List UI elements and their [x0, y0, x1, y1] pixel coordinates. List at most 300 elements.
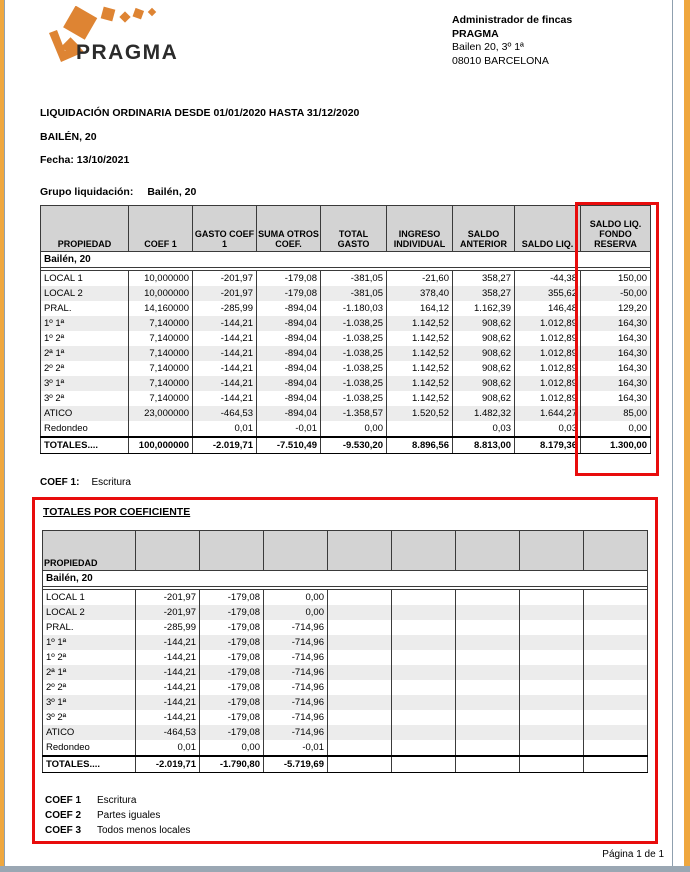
value-cell: [456, 710, 520, 725]
value-cell: -179,08: [200, 665, 264, 680]
value-cell: -144,21: [136, 650, 200, 665]
value-cell: -2.019,71: [193, 437, 257, 454]
value-cell: [328, 650, 392, 665]
value-cell: 85,00: [581, 406, 651, 421]
company-line: Administrador de fincas: [452, 14, 573, 26]
col-header-saldo-anterior: SALDO ANTERIOR: [453, 206, 515, 252]
table-row: [43, 740, 648, 756]
liquidation-group-value: Bailén, 20: [147, 186, 197, 198]
value-cell: 0,00: [264, 605, 328, 620]
row-label-cell: LOCAL 1: [43, 590, 136, 606]
value-cell: [392, 756, 456, 773]
value-cell: 1.300,00: [581, 437, 651, 454]
group-header-label: Bailén, 20: [43, 571, 648, 587]
value-cell: 7,140000: [129, 346, 193, 361]
value-cell: [584, 680, 648, 695]
col-header-empty: [264, 531, 328, 571]
value-cell: -1.790,80: [200, 756, 264, 773]
value-cell: 1.142,52: [387, 391, 453, 406]
logo-diamond-small-1: [101, 7, 116, 22]
row-label-cell: 2º 2ª: [41, 361, 129, 376]
coefficient-table-totals: [43, 756, 648, 773]
value-cell: 1.520,52: [387, 406, 453, 421]
table-row: [41, 376, 651, 391]
row-label-cell: 2ª 1ª: [41, 346, 129, 361]
section-title: TOTALES POR COEFICIENTE: [43, 506, 191, 518]
value-cell: 1.644,27: [515, 406, 581, 421]
table-row: [43, 590, 648, 606]
value-cell: [328, 756, 392, 773]
value-cell: 1.012,89: [515, 391, 581, 406]
value-cell: -714,96: [264, 710, 328, 725]
value-cell: -179,08: [257, 271, 321, 287]
value-cell: 1.142,52: [387, 331, 453, 346]
value-cell: -894,04: [257, 301, 321, 316]
value-cell: -714,96: [264, 650, 328, 665]
row-label-cell: LOCAL 1: [41, 271, 129, 287]
page-edge-right-stripe: [684, 0, 690, 866]
value-cell: 164,30: [581, 316, 651, 331]
value-cell: 908,62: [453, 376, 515, 391]
liquidation-table-totals: [41, 437, 651, 454]
legend-label: COEF 2: [45, 810, 82, 821]
value-cell: 908,62: [453, 391, 515, 406]
coefficient-totals-table: [42, 530, 648, 773]
liquidation-group-label: Grupo liquidación:: [40, 186, 134, 198]
value-cell: -381,05: [321, 271, 387, 287]
value-cell: [328, 695, 392, 710]
value-cell: 150,00: [581, 271, 651, 287]
row-label-cell: LOCAL 2: [43, 605, 136, 620]
value-cell: -1.038,25: [321, 391, 387, 406]
value-cell: 8.179,36: [515, 437, 581, 454]
value-cell: [584, 620, 648, 635]
value-cell: -464,53: [193, 406, 257, 421]
value-cell: -179,08: [200, 725, 264, 740]
value-cell: [392, 605, 456, 620]
value-cell: 164,30: [581, 391, 651, 406]
table-row: [43, 680, 648, 695]
value-cell: [392, 725, 456, 740]
building-title: BAILÉN, 20: [40, 131, 97, 143]
value-cell: -144,21: [193, 346, 257, 361]
value-cell: -144,21: [193, 316, 257, 331]
value-cell: [456, 635, 520, 650]
legend-row: [45, 793, 190, 808]
value-cell: -179,08: [257, 286, 321, 301]
value-cell: -201,97: [136, 605, 200, 620]
value-cell: [392, 620, 456, 635]
col-header-total-gasto: TOTAL GASTO: [321, 206, 387, 252]
value-cell: [392, 635, 456, 650]
row-label-cell: Redondeo: [43, 740, 136, 756]
value-cell: -894,04: [257, 346, 321, 361]
value-cell: 1.012,89: [515, 316, 581, 331]
col-header-empty: [392, 531, 456, 571]
value-cell: [328, 590, 392, 606]
col-header-empty: [520, 531, 584, 571]
value-cell: 1.142,52: [387, 361, 453, 376]
value-cell: [387, 421, 453, 437]
value-cell: -21,60: [387, 271, 453, 287]
value-cell: -1.038,25: [321, 376, 387, 391]
value-cell: [520, 725, 584, 740]
row-label-cell: ATICO: [41, 406, 129, 421]
logo-wordmark: PRAGMA: [76, 41, 179, 64]
liquidation-group-line: [40, 186, 196, 198]
group-header-row: [41, 252, 651, 268]
value-cell: [584, 740, 648, 756]
table-row: [41, 437, 651, 454]
legend-label: COEF 3: [45, 825, 82, 836]
value-cell: -179,08: [200, 635, 264, 650]
value-cell: [520, 605, 584, 620]
value-cell: -0,01: [257, 421, 321, 437]
coefficient-table-body: [43, 590, 648, 757]
table-row: [43, 725, 648, 740]
col-header-empty: [584, 531, 648, 571]
value-cell: -179,08: [200, 680, 264, 695]
value-cell: 7,140000: [129, 376, 193, 391]
value-cell: -285,99: [136, 620, 200, 635]
row-label-cell: PRAL.: [41, 301, 129, 316]
table-row: [43, 650, 648, 665]
row-label-cell: TOTALES....: [41, 437, 129, 454]
liquidation-table: [40, 205, 651, 454]
value-cell: 164,12: [387, 301, 453, 316]
row-label-cell: 3º 2ª: [43, 710, 136, 725]
value-cell: 0,03: [515, 421, 581, 437]
value-cell: [456, 620, 520, 635]
col-header-gasto-coef1: GASTO COEF 1: [193, 206, 257, 252]
value-cell: -714,96: [264, 665, 328, 680]
value-cell: [456, 756, 520, 773]
legend-label: COEF 1: [45, 795, 82, 806]
table-row: [43, 695, 648, 710]
table-row: [43, 605, 648, 620]
value-cell: [456, 725, 520, 740]
value-cell: 7,140000: [129, 331, 193, 346]
value-cell: -714,96: [264, 620, 328, 635]
value-cell: 164,30: [581, 331, 651, 346]
value-cell: -179,08: [200, 710, 264, 725]
row-label-cell: 1º 2ª: [43, 650, 136, 665]
value-cell: [456, 590, 520, 606]
value-cell: 1.142,52: [387, 346, 453, 361]
value-cell: 908,62: [453, 331, 515, 346]
value-cell: 1.482,32: [453, 406, 515, 421]
value-cell: 0,00: [581, 421, 651, 437]
value-cell: [456, 605, 520, 620]
value-cell: 378,40: [387, 286, 453, 301]
value-cell: 164,30: [581, 346, 651, 361]
logo-diamond-small-2: [119, 11, 130, 22]
value-cell: [520, 590, 584, 606]
value-cell: 1.012,89: [515, 346, 581, 361]
value-cell: [392, 680, 456, 695]
value-cell: 1.012,89: [515, 331, 581, 346]
col-header-suma-otros: SUMA OTROS COEF.: [257, 206, 321, 252]
value-cell: -9.530,20: [321, 437, 387, 454]
value-cell: 164,30: [581, 376, 651, 391]
value-cell: [584, 710, 648, 725]
value-cell: -144,21: [193, 376, 257, 391]
value-cell: 164,30: [581, 361, 651, 376]
row-label-cell: 2ª 1ª: [43, 665, 136, 680]
coefficient-table-header-row: [43, 531, 648, 571]
value-cell: 908,62: [453, 346, 515, 361]
value-cell: -714,96: [264, 695, 328, 710]
col-header-empty: [456, 531, 520, 571]
col-header-coef1: COEF 1: [129, 206, 193, 252]
value-cell: 146,48: [515, 301, 581, 316]
value-cell: -201,97: [193, 286, 257, 301]
value-cell: 0,01: [193, 421, 257, 437]
value-cell: 10,000000: [129, 271, 193, 287]
value-cell: [328, 665, 392, 680]
table-row: [41, 361, 651, 376]
value-cell: -144,21: [136, 665, 200, 680]
value-cell: [328, 635, 392, 650]
coefficient-legend: [45, 793, 190, 838]
value-cell: [392, 665, 456, 680]
report-date: Fecha: 13/10/2021: [40, 154, 130, 166]
table-row: [43, 635, 648, 650]
value-cell: [584, 725, 648, 740]
value-cell: [328, 620, 392, 635]
value-cell: [520, 620, 584, 635]
value-cell: [392, 695, 456, 710]
value-cell: [520, 680, 584, 695]
value-cell: -0,01: [264, 740, 328, 756]
value-cell: 908,62: [453, 361, 515, 376]
value-cell: -50,00: [581, 286, 651, 301]
value-cell: -144,21: [136, 710, 200, 725]
company-line: PRAGMA: [452, 27, 499, 40]
table-row: [41, 316, 651, 331]
value-cell: -179,08: [200, 590, 264, 606]
row-label-cell: TOTALES....: [43, 756, 136, 773]
value-cell: -144,21: [193, 331, 257, 346]
value-cell: [456, 740, 520, 756]
value-cell: -1.180,03: [321, 301, 387, 316]
value-cell: [328, 740, 392, 756]
value-cell: [392, 710, 456, 725]
page-edge-right-line: [672, 0, 673, 866]
value-cell: -179,08: [200, 620, 264, 635]
value-cell: -179,08: [200, 605, 264, 620]
value-cell: [520, 710, 584, 725]
value-cell: [392, 740, 456, 756]
col-header-saldo-liq: SALDO LIQ.: [515, 206, 581, 252]
value-cell: [584, 695, 648, 710]
value-cell: [520, 695, 584, 710]
logo-diamond-large: [63, 6, 97, 40]
value-cell: 7,140000: [129, 361, 193, 376]
col-header-fondo-reserva: SALDO LIQ. FONDO RESERVA: [581, 206, 651, 252]
value-cell: -1.038,25: [321, 361, 387, 376]
value-cell: [456, 665, 520, 680]
row-label-cell: Redondeo: [41, 421, 129, 437]
value-cell: -144,21: [193, 391, 257, 406]
value-cell: -714,96: [264, 635, 328, 650]
value-cell: [328, 680, 392, 695]
value-cell: -5.719,69: [264, 756, 328, 773]
value-cell: 0,00: [264, 590, 328, 606]
row-label-cell: 1º 1ª: [43, 635, 136, 650]
col-header-ingreso: INGRESO INDIVIDUAL: [387, 206, 453, 252]
row-label-cell: 1º 1ª: [41, 316, 129, 331]
value-cell: -2.019,71: [136, 756, 200, 773]
value-cell: -894,04: [257, 331, 321, 346]
col-header-empty: [328, 531, 392, 571]
table-row: [43, 710, 648, 725]
value-cell: 358,27: [453, 271, 515, 287]
table-row: [41, 346, 651, 361]
value-cell: -144,21: [136, 680, 200, 695]
value-cell: -381,05: [321, 286, 387, 301]
col-header-empty: [136, 531, 200, 571]
value-cell: [456, 650, 520, 665]
value-cell: -714,96: [264, 680, 328, 695]
report-title: LIQUIDACIÓN ORDINARIA DESDE 01/01/2020 HASTA 31/12/2020: [40, 107, 360, 119]
coef1-note-value: Escritura: [91, 477, 131, 488]
value-cell: -1.038,25: [321, 331, 387, 346]
value-cell: [520, 650, 584, 665]
value-cell: 1.012,89: [515, 376, 581, 391]
company-line: Bailen 20, 3º 1ª: [452, 41, 524, 53]
value-cell: -144,21: [136, 635, 200, 650]
totals-per-coefficient-box: [32, 497, 658, 844]
value-cell: -7.510,49: [257, 437, 321, 454]
value-cell: -1.358,57: [321, 406, 387, 421]
legend-desc: Partes iguales: [97, 810, 161, 821]
value-cell: -144,21: [136, 695, 200, 710]
value-cell: [520, 756, 584, 773]
value-cell: [584, 635, 648, 650]
value-cell: -1.038,25: [321, 346, 387, 361]
row-label-cell: 3º 1ª: [41, 376, 129, 391]
table-row: [41, 301, 651, 316]
table-row: [41, 271, 651, 287]
col-header-propiedad: PROPIEDAD: [41, 206, 129, 252]
value-cell: 10,000000: [129, 286, 193, 301]
company-line: 08010 BARCELONA: [452, 54, 549, 67]
logo-diamond-small-4: [148, 8, 156, 16]
value-cell: -201,97: [136, 590, 200, 606]
row-label-cell: 2º 2ª: [43, 680, 136, 695]
value-cell: 7,140000: [129, 316, 193, 331]
value-cell: [584, 605, 648, 620]
value-cell: 8.896,56: [387, 437, 453, 454]
value-cell: 1.012,89: [515, 361, 581, 376]
value-cell: -464,53: [136, 725, 200, 740]
value-cell: 1.142,52: [387, 316, 453, 331]
logo-diamond-small-3: [133, 8, 145, 20]
value-cell: -894,04: [257, 391, 321, 406]
table-row: [43, 620, 648, 635]
coef1-note: [40, 477, 131, 488]
value-cell: [328, 605, 392, 620]
value-cell: 0,03: [453, 421, 515, 437]
value-cell: 908,62: [453, 316, 515, 331]
value-cell: -179,08: [200, 695, 264, 710]
company-address-block: [452, 14, 572, 68]
value-cell: 1.142,52: [387, 376, 453, 391]
value-cell: [328, 710, 392, 725]
value-cell: 0,00: [200, 740, 264, 756]
value-cell: [328, 725, 392, 740]
value-cell: [392, 590, 456, 606]
value-cell: -714,96: [264, 725, 328, 740]
page-edge-left-line: [4, 0, 5, 866]
legend-desc: Escritura: [97, 795, 137, 806]
value-cell: [584, 650, 648, 665]
value-cell: 355,62: [515, 286, 581, 301]
value-cell: 14,160000: [129, 301, 193, 316]
value-cell: [456, 695, 520, 710]
value-cell: [584, 756, 648, 773]
value-cell: [392, 650, 456, 665]
table-row: [41, 406, 651, 421]
value-cell: 129,20: [581, 301, 651, 316]
value-cell: -144,21: [193, 361, 257, 376]
value-cell: -894,04: [257, 376, 321, 391]
value-cell: 0,00: [321, 421, 387, 437]
table-row: [41, 421, 651, 437]
group-header-label: Bailén, 20: [41, 252, 651, 268]
group-header-row: [43, 571, 648, 587]
table-row: [43, 756, 648, 773]
table-row: [43, 665, 648, 680]
value-cell: -179,08: [200, 650, 264, 665]
value-cell: [584, 590, 648, 606]
value-cell: [520, 635, 584, 650]
page-edge-bottom-line: [0, 866, 690, 872]
liquidation-table-body: [41, 271, 651, 438]
row-label-cell: 3º 1ª: [43, 695, 136, 710]
legend-desc: Todos menos locales: [97, 825, 191, 836]
value-cell: [520, 740, 584, 756]
pragma-logo: [46, 6, 206, 68]
legend-row: [45, 808, 190, 823]
value-cell: -894,04: [257, 406, 321, 421]
row-label-cell: LOCAL 2: [41, 286, 129, 301]
value-cell: -44,38: [515, 271, 581, 287]
col-header-empty: [200, 531, 264, 571]
legend-row: [45, 823, 190, 838]
row-label-cell: 3º 2ª: [41, 391, 129, 406]
table-row: [41, 286, 651, 301]
value-cell: [520, 665, 584, 680]
row-label-cell: 1º 2ª: [41, 331, 129, 346]
liquidation-table-header-row: [41, 206, 651, 252]
value-cell: 8.813,00: [453, 437, 515, 454]
coef1-note-label: COEF 1:: [40, 477, 80, 488]
value-cell: -894,04: [257, 361, 321, 376]
value-cell: [129, 421, 193, 437]
value-cell: -894,04: [257, 316, 321, 331]
page-number: Página 1 de 1: [602, 849, 664, 860]
value-cell: -1.038,25: [321, 316, 387, 331]
value-cell: -285,99: [193, 301, 257, 316]
row-label-cell: PRAL.: [43, 620, 136, 635]
table-row: [41, 391, 651, 406]
value-cell: -201,97: [193, 271, 257, 287]
value-cell: 7,140000: [129, 391, 193, 406]
value-cell: 1.162,39: [453, 301, 515, 316]
value-cell: 100,000000: [129, 437, 193, 454]
